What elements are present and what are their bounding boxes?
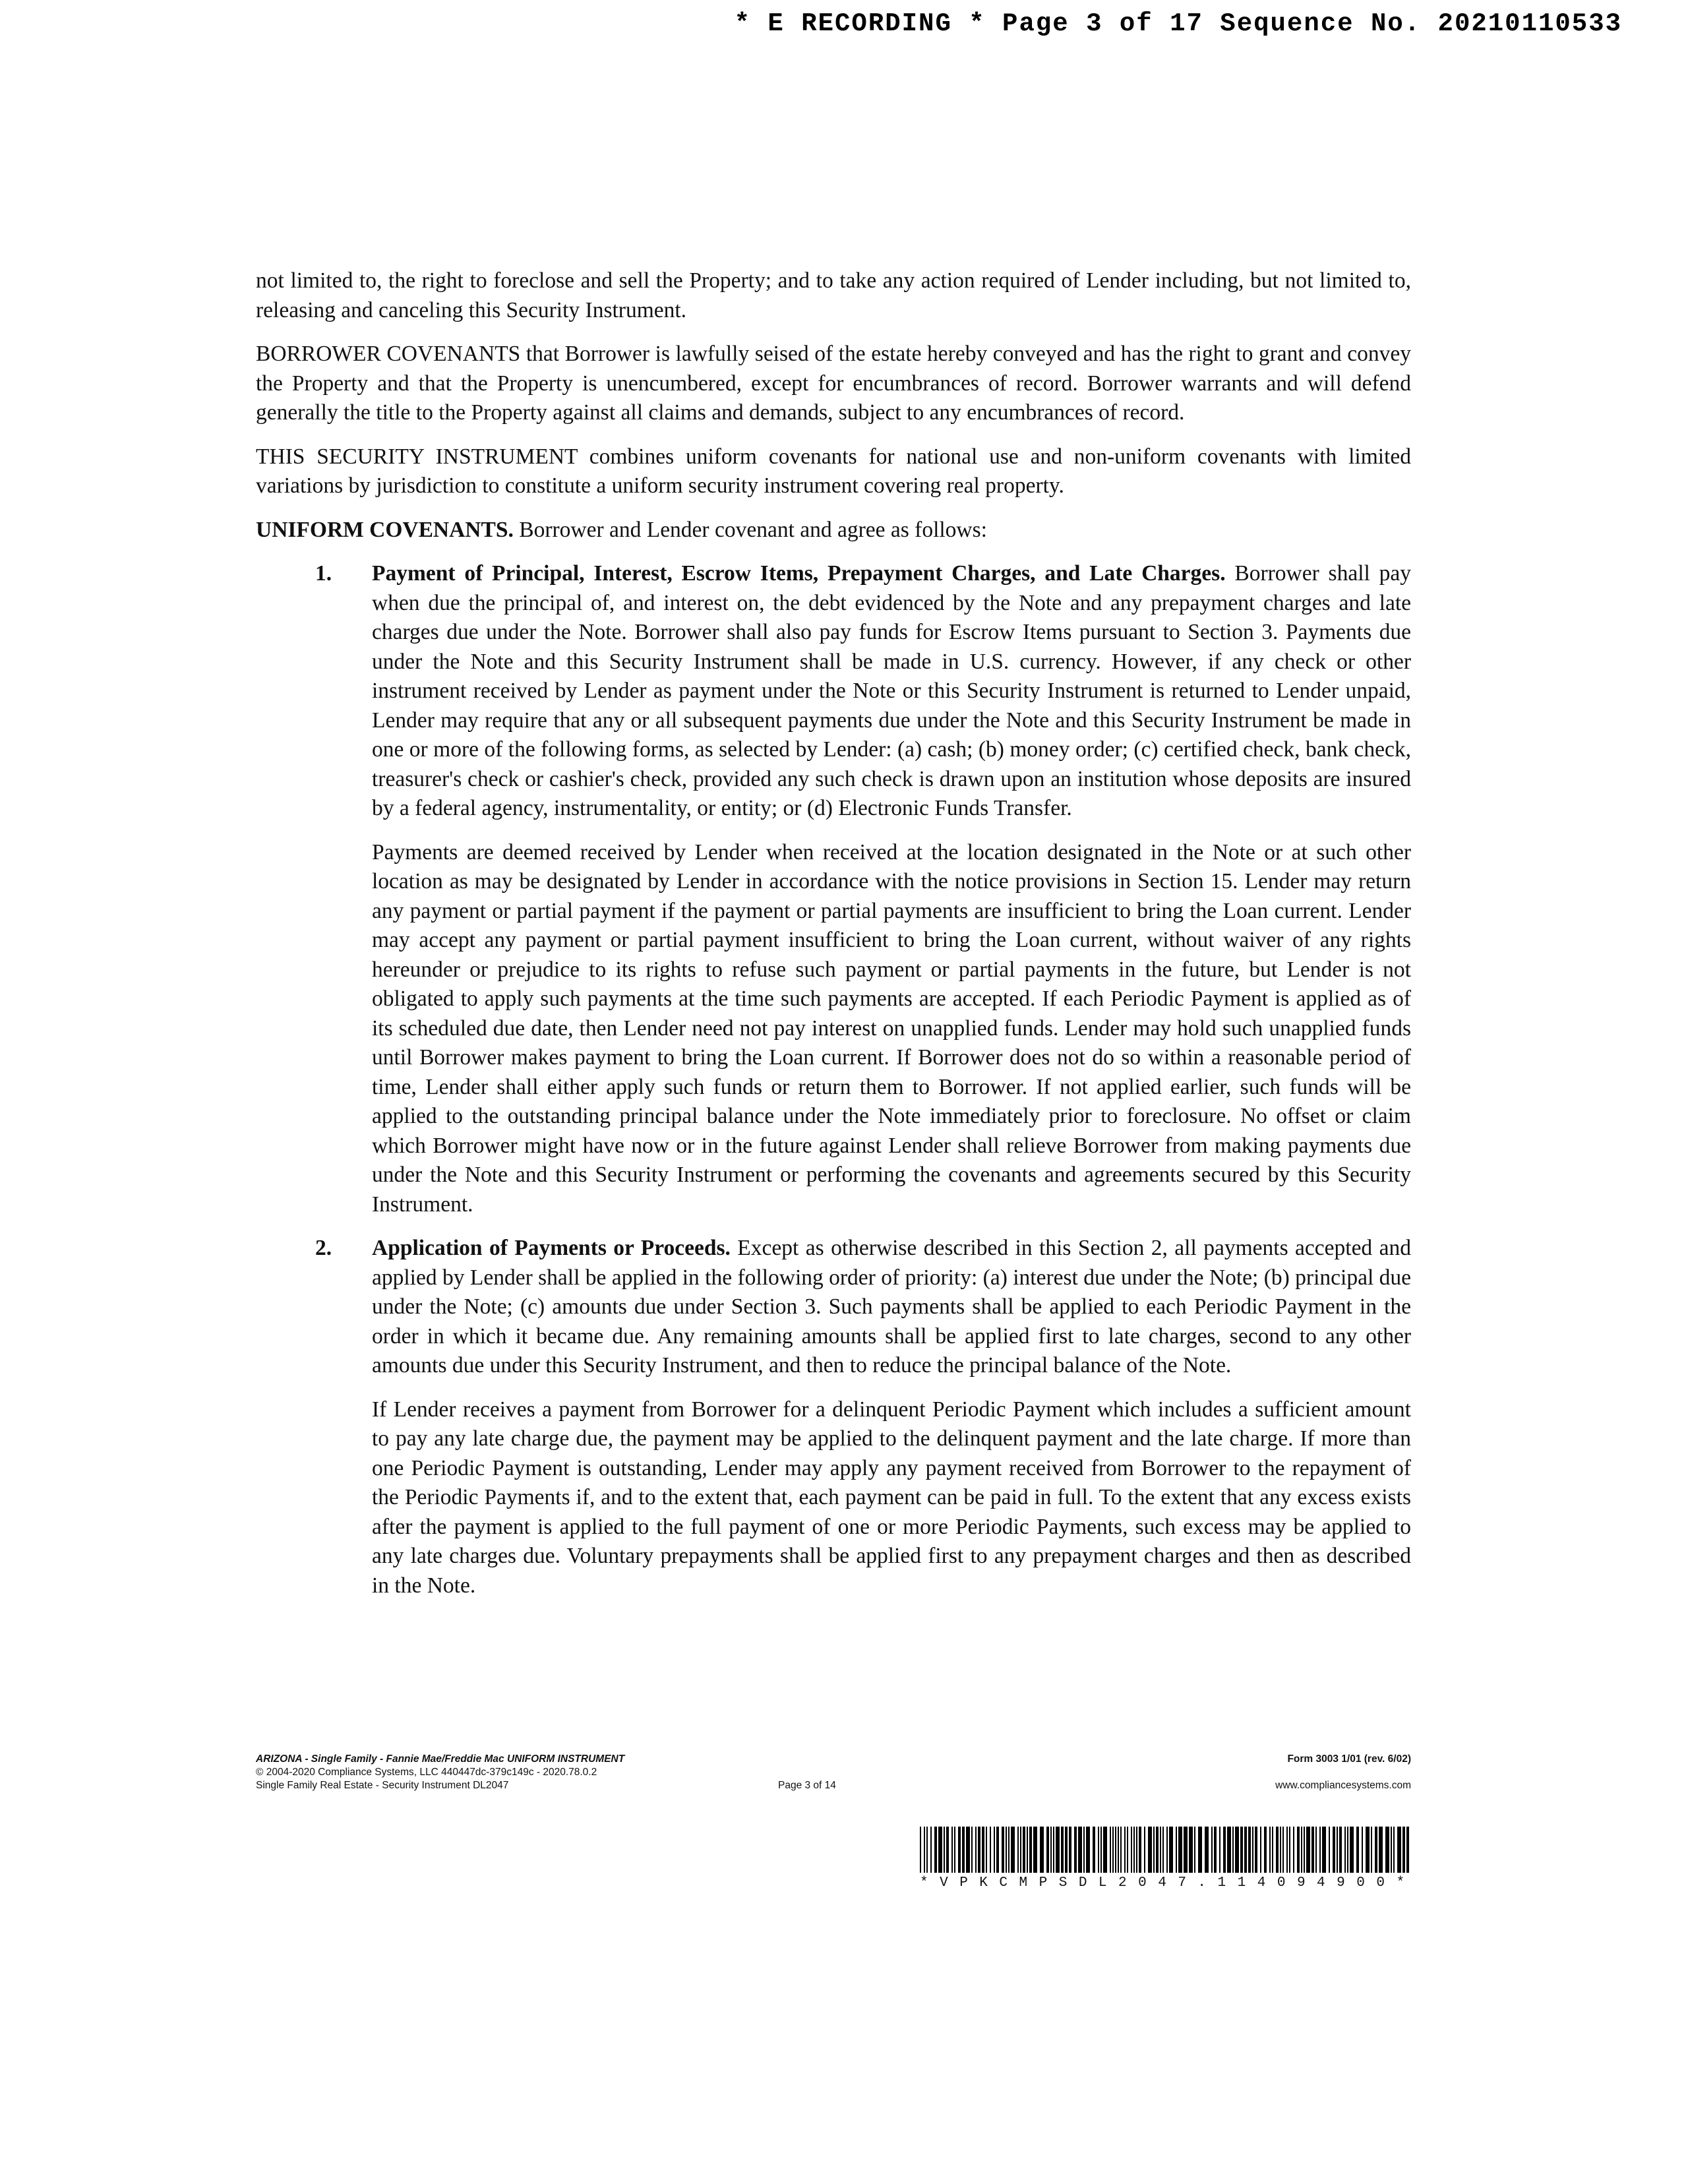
barcode-bar	[1023, 1827, 1025, 1873]
barcode-bar	[971, 1827, 973, 1873]
barcode-bar	[1311, 1827, 1314, 1873]
barcode-bar	[1027, 1827, 1028, 1873]
barcode-bar	[1304, 1827, 1305, 1873]
barcode-bar	[1118, 1827, 1119, 1873]
barcode-bar	[1120, 1827, 1122, 1873]
barcode-bar	[1232, 1827, 1234, 1873]
barcode-bar	[1050, 1827, 1052, 1873]
footer-form-number: Form 3003 1/01 (rev. 6/02)	[1287, 1753, 1411, 1765]
barcode-bar	[951, 1827, 953, 1873]
barcode-bar	[1260, 1827, 1261, 1873]
section-title: Application of Payments or Proceeds.	[372, 1236, 731, 1260]
barcode-bar	[1061, 1827, 1064, 1873]
barcode-bar	[1297, 1827, 1300, 1873]
barcode-bar	[1362, 1827, 1363, 1873]
barcode-bar	[1065, 1827, 1068, 1873]
barcode-bar	[1391, 1827, 1392, 1873]
section-follow-paragraph: Payments are deemed received by Lender when received at the location designated in the Note or at such other location as may be designated by Lender in accordance with the notice provisions in Section 15. Lender may return any payment or partial payment if the payment or partial payments are insufficient to bring the Loan current. Lender may accept any payment or partial payment insufficient to bring the Loan current, without waiver of any rights hereunder or prejudice to its rights to refuse such payment or partial payments in the future, but Lender is not obligated to apply such payments at the time such payments are accepted. If each Periodic Payment is applied as of its scheduled due date, then Lender need not pay interest on unapplied funds. Lender may hold such unapplied funds until Borrower makes payment to bring the Loan current. If Borrower does not do so within a reasonable period of time, Lender shall either apply such funds or return them to Borrower. If not applied earlier, such funds will be applied to the outstanding principal balance under the Note immediately prior to foreclosure. No offset or claim which Borrower might have now or in the future against Lender shall relieve Borrower from making payments due under the Note and this Security Instrument or performing the covenants and agreements secured by this Security Instrument.	[372, 839, 1411, 1217]
barcode-bar	[1244, 1827, 1247, 1873]
barcode-bar	[1235, 1827, 1239, 1873]
barcode-bars	[920, 1827, 1411, 1873]
barcode-bar	[1306, 1827, 1310, 1873]
barcode-bar	[1333, 1827, 1335, 1873]
borrower-covenants-paragraph: BORROWER COVENANTS that Borrower is lawfully seised of the estate hereby conveyed and has the right to grant and convey the Property and that the Property is unencumbered, except for encumbrances of record. Borrower warrants and will defend generally the title to the Property against all claims and demands, subject to any encumbrances of record.	[256, 342, 1411, 425]
barcode-bar	[1153, 1827, 1155, 1873]
barcode-bar	[1110, 1827, 1111, 1873]
barcode-bar	[1046, 1827, 1049, 1873]
barcode-bar	[1205, 1827, 1209, 1873]
barcode-bar	[1112, 1827, 1114, 1873]
uniform-covenants-intro: Borrower and Lender covenant and agree as follows:	[513, 517, 987, 542]
barcode-bar	[1315, 1827, 1317, 1873]
barcode-bar	[1227, 1827, 1231, 1873]
barcode-bar	[1020, 1827, 1021, 1873]
barcode-bar	[1366, 1827, 1370, 1873]
barcode-bar	[1286, 1827, 1288, 1873]
section-number: 2.	[315, 1236, 332, 1260]
barcode-bar	[1282, 1827, 1284, 1873]
barcode-bar	[1339, 1827, 1342, 1873]
barcode-bar	[1178, 1827, 1182, 1873]
barcode-bar	[1103, 1827, 1107, 1873]
section-number: 1.	[315, 561, 332, 586]
barcode-bar	[1406, 1827, 1409, 1873]
section-lead-paragraph	[372, 1234, 1411, 1381]
barcode-bar	[1289, 1827, 1290, 1873]
footer-instrument-type: ARIZONA - Single Family - Fannie Mae/Freddie Mac UNIFORM INSTRUMENT	[256, 1753, 625, 1765]
barcode-bar	[1375, 1827, 1377, 1873]
barcode-bar	[1156, 1827, 1159, 1873]
recording-header: * E RECORDING * Page 3 of 17 Sequence No. 20210110533	[734, 9, 1622, 38]
barcode-bar	[1069, 1827, 1071, 1873]
barcode-bar	[1176, 1827, 1177, 1873]
barcode-bar	[1272, 1827, 1273, 1873]
barcode-bar	[1040, 1827, 1044, 1873]
barcode-bar	[946, 1827, 949, 1873]
barcode-bar	[1356, 1827, 1359, 1873]
footer-document-name: Single Family Real Estate - Security Instrument DL2047	[256, 1780, 509, 1791]
barcode-bar	[1350, 1827, 1354, 1873]
barcode	[920, 1827, 1416, 1891]
barcode-bar	[1379, 1827, 1383, 1873]
barcode-bar	[990, 1827, 991, 1873]
barcode-bar	[1127, 1827, 1128, 1873]
barcode-bar	[1100, 1827, 1102, 1873]
barcode-bar	[996, 1827, 999, 1873]
barcode-bar	[1264, 1827, 1267, 1873]
document-body	[256, 266, 1411, 1615]
barcode-bar	[1214, 1827, 1217, 1873]
barcode-bar	[1393, 1827, 1395, 1873]
barcode-bar	[1293, 1827, 1294, 1873]
barcode-bar	[1276, 1827, 1279, 1873]
barcode-bar	[1301, 1827, 1302, 1873]
barcode-bar	[978, 1827, 980, 1873]
barcode-bar	[1189, 1827, 1193, 1873]
barcode-bar	[1053, 1827, 1054, 1873]
footer-form-info	[256, 1753, 797, 1792]
barcode-bar	[1319, 1827, 1321, 1873]
barcode-bar	[1136, 1827, 1137, 1873]
barcode-bar	[1252, 1827, 1253, 1873]
barcode-bar	[962, 1827, 965, 1873]
barcode-bar	[1211, 1827, 1213, 1873]
uniform-covenants-title: UNIFORM COVENANTS.	[256, 517, 514, 542]
barcode-bar	[930, 1827, 932, 1873]
barcode-bar	[1074, 1827, 1077, 1873]
barcode-bar	[1008, 1827, 1010, 1873]
barcode-bar	[1033, 1827, 1037, 1873]
barcode-bar	[1269, 1827, 1271, 1873]
security-instrument-paragraph: THIS SECURITY INSTRUMENT combines uniform covenants for national use and non-uniform covenants with limited variations by jurisdiction to constitute a uniform security instrument covering real property.	[256, 444, 1411, 498]
footer-website: www.compliancesystems.com	[1275, 1780, 1411, 1791]
barcode-bar	[944, 1827, 945, 1873]
barcode-bar	[1402, 1827, 1405, 1873]
barcode-bar	[920, 1827, 921, 1873]
barcode-bar	[1184, 1827, 1188, 1873]
barcode-bar	[1198, 1827, 1202, 1873]
barcode-bar	[1133, 1827, 1135, 1873]
barcode-bar	[1148, 1827, 1152, 1873]
barcode-bar	[1011, 1827, 1015, 1873]
barcode-bar	[975, 1827, 977, 1873]
section-lead-text: Except as otherwise described in this Section 2, all payments accepted and applied by Lender shall be applied in the following order of priority: (a) interest due under the Note; (b) principal due under the Note; (c) amounts due under Section 3. Such payments shall be applied to each Periodic Payment in the order in which it became due. Any remaining amounts shall be applied first to late charges, second to any other amounts due under this Security Instrument, and then to reduce the principal balance of the Note.	[372, 1236, 1411, 1378]
barcode-bar	[986, 1827, 987, 1873]
barcode-bar	[966, 1827, 970, 1873]
barcode-bar	[1115, 1827, 1116, 1873]
barcode-bar	[1166, 1827, 1168, 1873]
barcode-bar	[1083, 1827, 1085, 1873]
barcode-bar	[1124, 1827, 1126, 1873]
barcode-bar	[1160, 1827, 1161, 1873]
barcode-bar	[1194, 1827, 1195, 1873]
section-lead-text: Borrower shall pay when due the principal of, and interest on, the debt evidenced by the Note and any prepayment charges and late charges due under the Note. Borrower shall also pay funds for Escrow Items pursuant to Section 3. Payments due under the Note and this Security Instrument shall be made in U.S. currency. However, if any check or other instrument received by Lender as payment under the Note or this Security Instrument is returned to Lender unpaid, Lender may require that any or all subsequent payments due under the Note and this Security Instrument be made in one or more of the following forms, as selected by Lender: (a) cash; (b) money order; (c) certified check, bank check, treasurer's check or cashier's check, provided any such check is drawn upon an institution whose deposits are insured by a federal agency, instrumentality, or entity; or (d) Electronic Funds Transfer.	[372, 561, 1411, 820]
barcode-bar	[1280, 1827, 1281, 1873]
barcode-bar	[1347, 1827, 1348, 1873]
barcode-bar	[1337, 1827, 1338, 1873]
barcode-bar	[1098, 1827, 1099, 1873]
barcode-bar	[1240, 1827, 1243, 1873]
section-lead-paragraph	[372, 559, 1411, 824]
barcode-bar	[1322, 1827, 1326, 1873]
barcode-bar	[1017, 1827, 1019, 1873]
barcode-bar	[1248, 1827, 1251, 1873]
barcode-bar	[938, 1827, 942, 1873]
barcode-bar	[1329, 1827, 1330, 1873]
section-1	[256, 559, 1411, 1219]
barcode-bar	[958, 1827, 961, 1873]
barcode-bar	[1086, 1827, 1090, 1873]
barcode-bar	[994, 1827, 995, 1873]
barcode-bar	[1397, 1827, 1401, 1873]
barcode-bar	[926, 1827, 928, 1873]
barcode-bar	[1162, 1827, 1164, 1873]
barcode-bar	[934, 1827, 937, 1873]
barcode-bar	[1093, 1827, 1095, 1873]
barcode-bar	[1344, 1827, 1346, 1873]
barcode-bar	[1131, 1827, 1132, 1873]
section-2	[256, 1234, 1411, 1600]
footer-page-number: Page 3 of 14	[778, 1780, 836, 1791]
barcode-text: *VPKCMPSDL2047.114094900*	[920, 1875, 1416, 1891]
barcode-bar	[1223, 1827, 1226, 1873]
barcode-bar	[982, 1827, 984, 1873]
barcode-bar	[1139, 1827, 1141, 1873]
barcode-bar	[1371, 1827, 1372, 1873]
barcode-bar	[1169, 1827, 1173, 1873]
footer-right	[1275, 1753, 1411, 1792]
barcode-bar	[1006, 1827, 1007, 1873]
barcode-bar	[1144, 1827, 1145, 1873]
paragraph: not limited to, the right to foreclose and sell the Property; and to take any action required of Lender including, but not limited to, releasing and canceling this Security Instrument.	[256, 268, 1411, 322]
footer-copyright: © 2004-2020 Compliance Systems, LLC 440447dc-379c149c - 2020.78.0.2	[256, 1767, 597, 1778]
barcode-bar	[1255, 1827, 1257, 1873]
section-title: Payment of Principal, Interest, Escrow Items, Prepayment Charges, and Late Charges.	[372, 561, 1226, 586]
barcode-bar	[1002, 1827, 1004, 1873]
barcode-bar	[1219, 1827, 1221, 1873]
uniform-covenants-heading	[256, 516, 1411, 545]
barcode-bar	[1385, 1827, 1389, 1873]
section-follow-paragraph: If Lender receives a payment from Borrower for a delinquent Periodic Payment which includes a sufficient amount to pay any late charge due, the payment may be applied to the delinquent payment and the late charge. If more than one Periodic Payment is outstanding, Lender may apply any payment received from Borrower to the repayment of the Periodic Payments if, and to the extent that, each payment can be paid in full. To the extent that any excess exists after the payment is applied to the full payment of one or more Periodic Payments, such excess may be applied to any late charges due. Voluntary prepayments shall be applied first to any prepayment charges and then as described in the Note.	[372, 1397, 1411, 1598]
barcode-bar	[924, 1827, 925, 1873]
barcode-bar	[1056, 1827, 1060, 1873]
barcode-bar	[1078, 1827, 1082, 1873]
barcode-bar	[1029, 1827, 1032, 1873]
barcode-bar	[954, 1827, 955, 1873]
